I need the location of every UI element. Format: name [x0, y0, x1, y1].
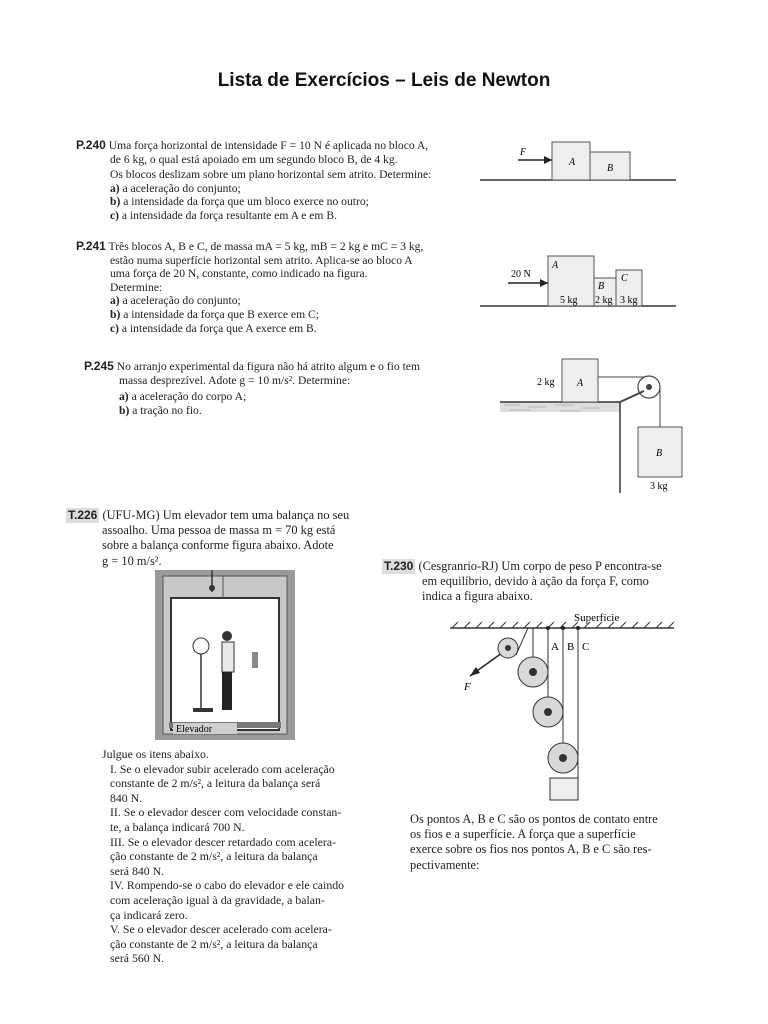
block-b-label: B — [656, 448, 663, 459]
problem-text-line: massa desprezível. Adote g = 10 m/s². Determine: — [119, 373, 351, 387]
judge-item: II. Se o elevador descer com velocidade constan- te, a balança indicará 700 N. — [110, 805, 342, 834]
problem-number: T.230 — [384, 559, 414, 573]
question-item: b) a intensidade da força que um bloco exerce no outro; — [110, 195, 369, 209]
block-a-label: A — [577, 378, 584, 389]
problem-text-line: pectivamente: — [410, 857, 480, 872]
question-item: c) a intensidade da força resultante em A e em B. — [110, 208, 337, 222]
point-c-label: C — [582, 641, 590, 653]
elevator-label: Elevador — [176, 724, 213, 735]
question-item: a) a aceleração do corpo A; — [119, 390, 247, 404]
figure-p240-blocks — [478, 138, 678, 188]
judge-item: V. Se o elevador descer acelerado com acelera- ção constante de 2 m/s², a leitura da balança será 560 N. — [110, 922, 332, 966]
point-b-label: B — [567, 641, 575, 653]
force-f-label: F — [464, 681, 471, 693]
figure-p245-pulley — [500, 355, 690, 495]
problem-text-line: Uma força horizontal de intensidade F = 10 N é aplicada no bloco A, — [108, 139, 429, 152]
problem-number: T.226 — [68, 508, 98, 522]
problem-number: P.241 — [76, 239, 106, 253]
figure-p241-blocks — [478, 250, 678, 312]
block-c-label: C — [621, 273, 628, 284]
figure-elevator — [155, 570, 295, 740]
figure-pulleys — [448, 610, 678, 805]
problem-number: P.240 — [76, 138, 106, 152]
problem-t230 — [382, 559, 712, 605]
mass-b-label: 2 kg — [595, 295, 613, 306]
problem-text-line: os fios e a superfície. A força que a superfície — [410, 827, 636, 842]
point-a-label: A — [551, 641, 559, 653]
question-item: c) a intensidade da força que A exerce em B. — [110, 321, 317, 335]
problem-text-line: indica a figura abaixo. — [422, 589, 533, 604]
problem-text-line: (UFU-MG) Um elevador tem uma balança no seu — [102, 508, 350, 522]
problem-t230-continued — [410, 812, 710, 873]
problem-text-line: (Cesgranrio-RJ) Um corpo de peso P encontra-se — [418, 559, 662, 573]
problem-text-line: exerce sobre os fios nos pontos A, B e C são res- — [410, 842, 652, 857]
judge-items — [102, 747, 372, 966]
force-label: F — [520, 147, 527, 158]
question-item: a) a aceleração do conjunto; — [110, 294, 241, 308]
block-b-label: B — [598, 281, 605, 292]
problem-p245 — [84, 360, 484, 417]
problem-text-line: sobre a balança conforme figura abaixo. Adote — [102, 538, 334, 553]
problem-text-line: Os pontos A, B e C são os pontos de contato entre — [410, 812, 658, 826]
problem-text-line: assoalho. Uma pessoa de massa m = 70 kg está — [102, 523, 336, 538]
block-a-label: A — [569, 157, 576, 168]
question-item: b) a tração no fio. — [119, 403, 202, 417]
judge-item: I. Se o elevador subir acelerado com aceleração constante de 2 m/s², a leitura da balança será 840 N. — [110, 761, 335, 805]
judge-item: IV. Rompendo-se o cabo do elevador e ele caindo com aceleração igual à da gravidade, a balan- ça indicará zero. — [110, 878, 345, 922]
problem-text-line: em equilíbrio, devido à ação da força F, como — [422, 574, 649, 589]
problem-text-line: estão numa superfície horizontal sem atrito. Aplica-se ao bloco A — [110, 253, 413, 267]
mass-a-label: 5 kg — [560, 295, 578, 306]
force-label: 20 N — [511, 269, 531, 280]
page-title: Lista de Exercícios – Leis de Newton — [217, 70, 551, 91]
block-b-label: B — [607, 163, 614, 174]
problem-text-line: de 6 kg, o qual está apoiado em um segundo bloco B, de 4 kg. — [110, 152, 398, 166]
problem-p241 — [76, 240, 476, 335]
surface-label: Superfície — [574, 612, 620, 624]
problem-text-line: Os blocos deslizam sobre um plano horizontal sem atrito. Determine: — [110, 168, 432, 182]
problem-p240 — [76, 139, 476, 223]
problem-number: P.245 — [84, 359, 114, 373]
problem-text-line: Determine: — [110, 280, 163, 294]
block-a-label: A — [552, 260, 559, 271]
question-item: a) a aceleração do conjunto; — [110, 181, 241, 195]
judge-item: III. Se o elevador descer retardado com acelera- ção constante de 2 m/s², a leitura da balança será 840 N. — [110, 834, 336, 878]
problem-text-line: Três blocos A, B e C, de massa mA = 5 kg, mB = 2 kg e mC = 3 kg, — [108, 240, 424, 253]
question-item: b) a intensidade da força que B exerce em C; — [110, 307, 319, 321]
mass-c-label: 3 kg — [620, 295, 638, 306]
problem-text-line: No arranjo experimental da figura não há atrito algum e o fio tem — [116, 360, 420, 373]
problem-text-line: g = 10 m/s². — [102, 553, 162, 568]
mass-a-label: 2 kg — [537, 377, 555, 388]
mass-b-label: 3 kg — [650, 481, 668, 492]
judge-intro: Julgue os itens abaixo. — [102, 747, 209, 761]
problem-t226 — [66, 508, 366, 569]
problem-text-line: uma força de 20 N, constante, como indicado na figura. — [110, 267, 368, 281]
